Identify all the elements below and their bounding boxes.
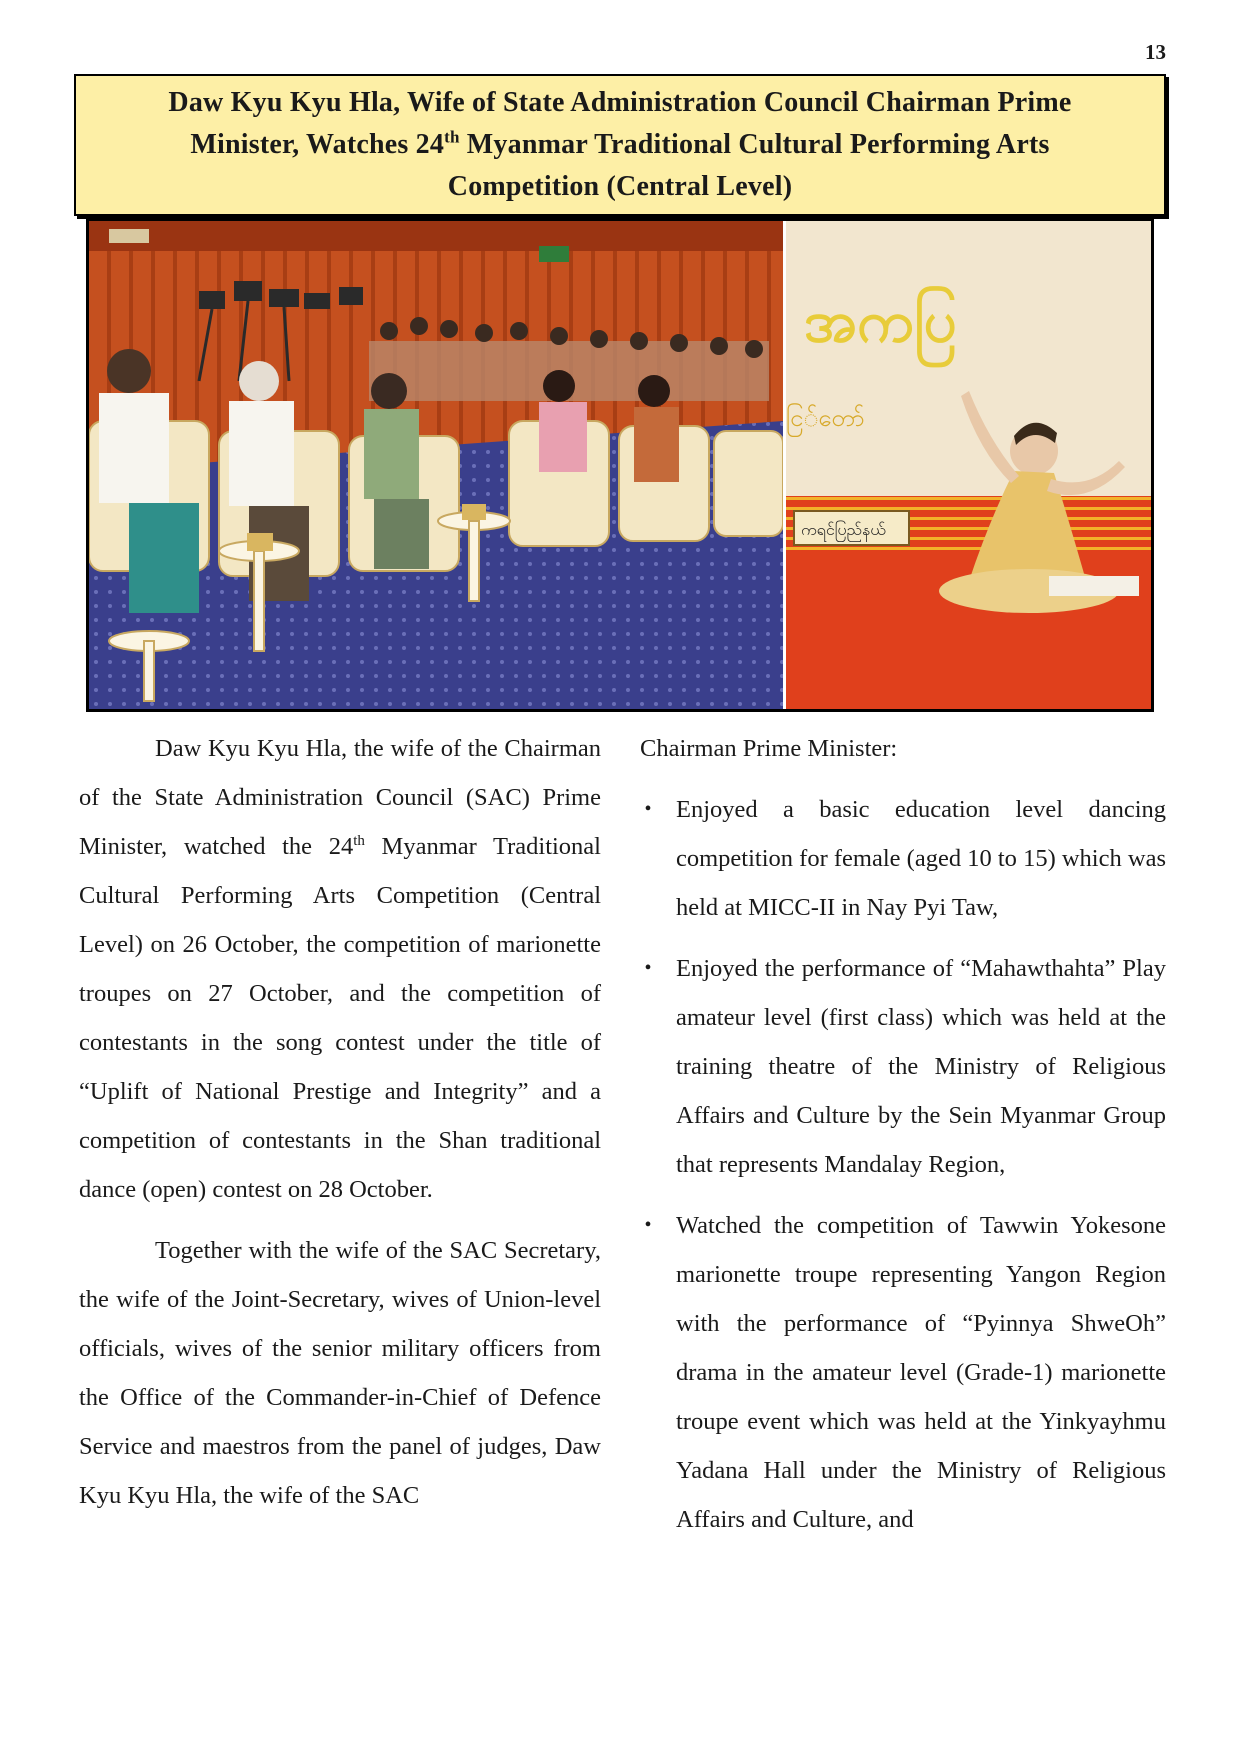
title-superscript: th [444,127,460,147]
audience-photo [89,221,783,709]
photo-frame [86,218,1154,712]
paragraph-intro [79,724,601,1214]
title-text-part1: Daw Kyu Kyu Hla, Wife of State Administration Council Chairman Prime Minister, Watches 24 [168,87,1072,160]
article-column-left [79,724,601,1520]
page-number: 13 [1145,40,1166,64]
bullet-marker: • [644,798,652,820]
title-text-part2: Myanmar Traditional Cultural Performing Arts Competition (Central Level) [447,129,1050,202]
ordinal-superscript: th [353,832,365,849]
paragraph-together: Together with the wife of the SAC Secretary, the wife of the Joint-Secretary, wives of Union-level officials, wives of the senior military officers from the Office of the Commander-in-Chief of Defence Service and maestros from the panel of judges, Daw Kyu Kyu Hla, the wife of the SAC [79,1237,601,1509]
article-title [116,82,1124,208]
backdrop-small-text: ငြ်တော် [786,404,865,432]
list-item [640,1201,1166,1544]
dancer-photo [786,221,1151,709]
article-column-right [640,724,1166,1556]
paragraph-intro-part2: Myanmar Traditional Cultural Performing Arts Competition (Central Level) on 26 October, the competition of marionette troupes on 27 October, and the competition of contestants in the song contest under the title of “Uplift of National Prestige and Integrity” and a competition of contestants in the Shan traditional dance (open) contest on 28 October. [79,833,601,1203]
bullet-list [640,785,1166,1544]
list-item [640,944,1166,1189]
stage-sign-text: ကရင်ပြည်နယ် [801,520,886,539]
list-item-text: Watched the competition of Tawwin Yokesone marionette troupe representing Yangon Region with the performance of “Pyinnya ShweOh” drama in the amateur level (Grade-1) marionette troupe event which was held at the Yinkyayhmu Yadana Hall under the Ministry of Religious Affairs and Culture, and [676,1212,1166,1533]
article-title-box [74,74,1166,216]
bullet-marker: • [644,957,652,979]
bullet-marker: • [644,1214,652,1236]
list-item-text: Enjoyed the performance of “Mahawthahta” Play amateur level (first class) which was held at the training theatre of the Ministry of Religious Affairs and Culture by the Sein Myanmar Group that represents Mandalay Region, [676,955,1166,1178]
backdrop-text: အကပြ [804,287,957,355]
list-item [640,785,1166,932]
paragraph-intro-part1: Daw Kyu Kyu Hla, the wife of the Chairman of the State Administration Council (SAC) Prime Minister, watched the 24 [79,735,601,860]
paragraph-continued: Chairman Prime Minister: [640,735,898,762]
list-item-text: Enjoyed a basic education level dancing competition for female (aged 10 to 15) which was held at MICC-II in Nay Pyi Taw, [676,796,1166,921]
